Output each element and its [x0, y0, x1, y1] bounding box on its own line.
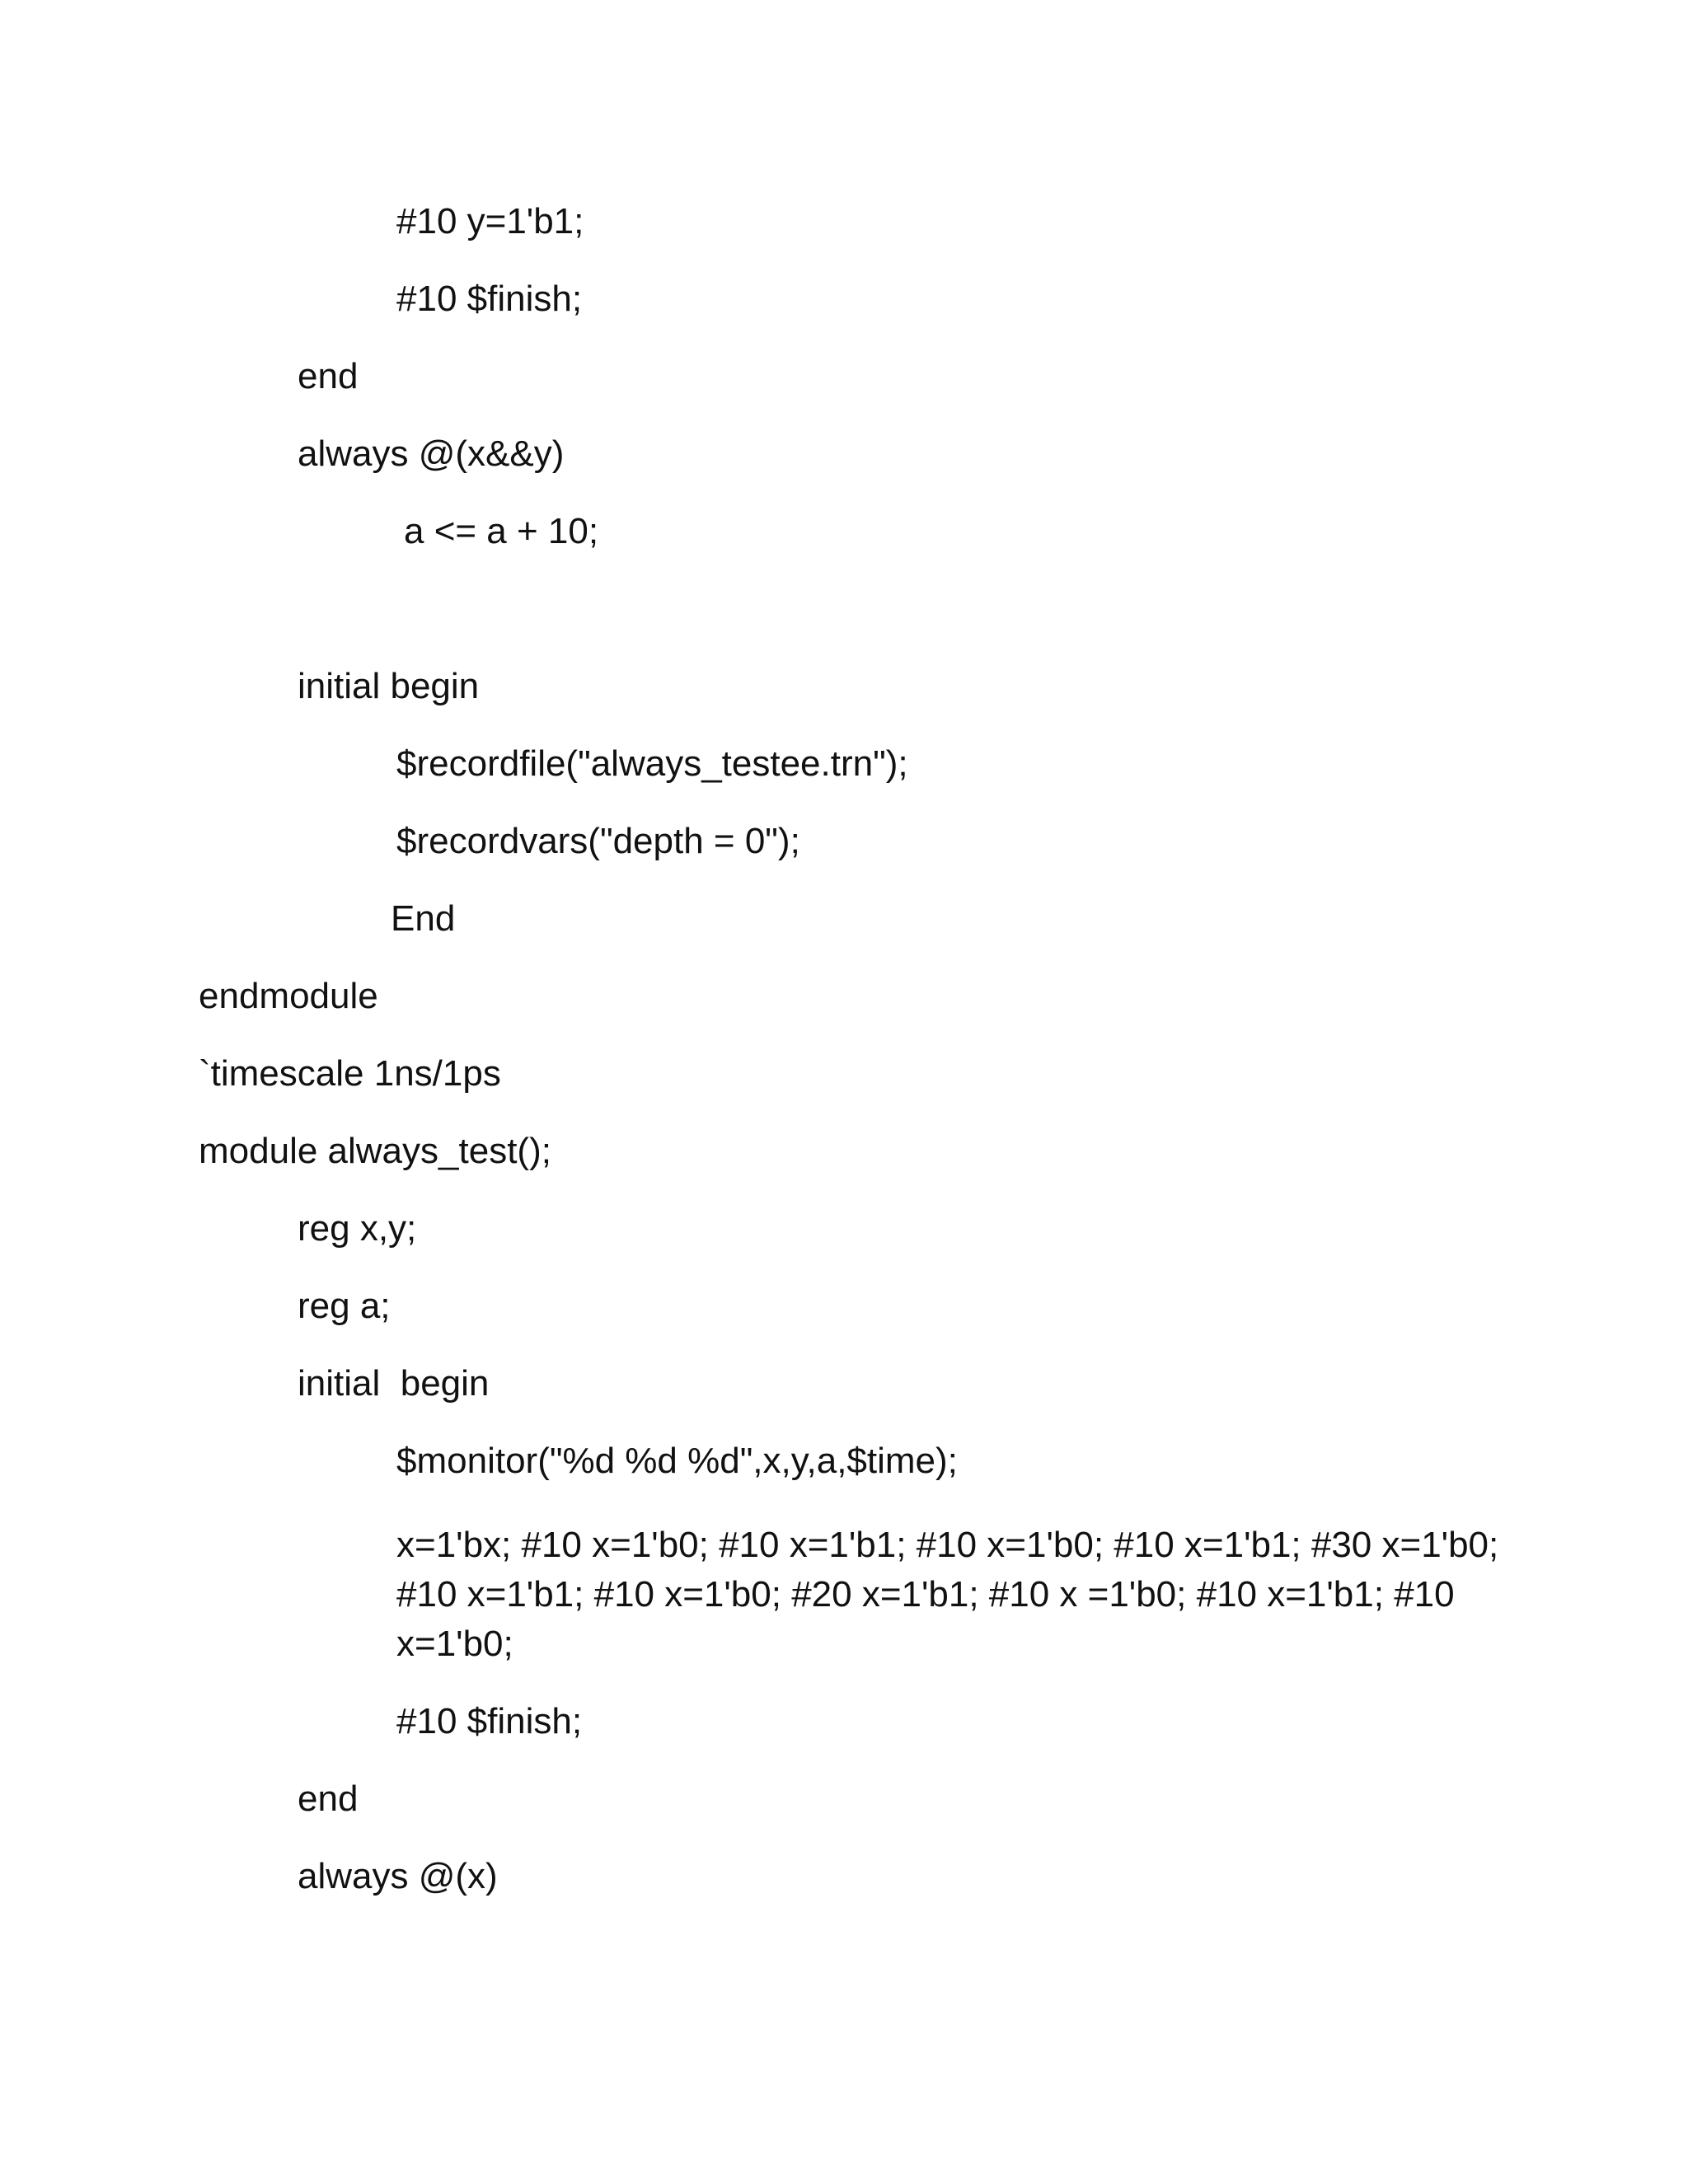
- code-line-always-x: always @(x): [298, 1856, 498, 1896]
- code-line-end-2: end: [298, 1779, 359, 1819]
- code-line-endmodule: endmodule: [199, 976, 378, 1016]
- code-line-initial-begin-2: initial begin: [298, 1363, 490, 1404]
- code-line-reg-xy: reg x,y;: [298, 1208, 417, 1249]
- code-paragraph-stimulus: [298, 1521, 1534, 1669]
- code-line-delay-y: #10 y=1'b1;: [396, 201, 584, 241]
- code-line-recordvars: $recordvars("depth = 0");: [396, 821, 800, 861]
- code-line-assign-a: a <= a + 10;: [404, 511, 599, 551]
- code-line-module-decl: module always_test();: [199, 1131, 551, 1171]
- code-line-end-capital: End: [391, 898, 456, 939]
- code-line-finish-1: #10 $finish;: [396, 279, 583, 319]
- code-line-reg-a: reg a;: [298, 1286, 391, 1326]
- code-line-initial-begin-1: initial begin: [298, 666, 480, 706]
- code-line-end-1: end: [298, 356, 359, 396]
- code-line-always-xy: always @(x&&y): [298, 434, 565, 474]
- code-line-recordfile: $recordfile("always_testee.trn");: [396, 743, 908, 784]
- code-line-finish-2: #10 $finish;: [396, 1701, 583, 1741]
- code-line-monitor: $monitor("%d %d %d",x,y,a,$time);: [396, 1441, 958, 1481]
- code-line-stimulus: x=1'bx; #10 x=1'b0; #10 x=1'b1; #10 x=1'b0; #10 x=1'b1; #30 x=1'b0; #10 x=1'b1; #10 x=1'b0; #20 x=1'b1; #10 x =1'b0; #10 x=1'b1; #10 x=1'b0;: [396, 1525, 1499, 1664]
- code-line-timescale: `timescale 1ns/1ps: [199, 1053, 501, 1094]
